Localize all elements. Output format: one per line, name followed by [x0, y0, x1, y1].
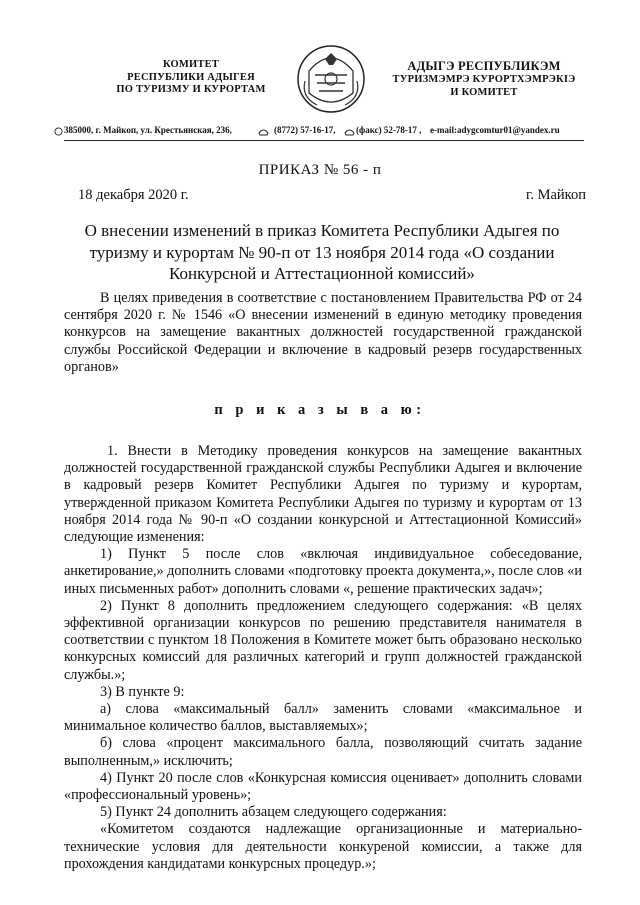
order-title: ПРИКАЗ № 56 - п: [258, 162, 382, 178]
body-paragraph-7: 4) Пункт 20 после слов «Конкурсная комиссия оценивает» дополнить словами «профессиональный уровень»;: [64, 769, 582, 804]
contacts-address: 385000, г. Майкоп, ул. Крестьянская, 236,: [64, 125, 232, 135]
header-right-line-1: ТУРИЗМЭМРЭ КУРОРТХЭМРЭКIЭ: [392, 74, 576, 85]
body-paragraph-4: 3) В пункте 9:: [100, 683, 185, 700]
body-paragraph-6: б) слова «процент максимального балла, позволяющий считать задание выполненным,» исключить;: [64, 735, 582, 769]
header-left-line-2: РЕСПУБЛИКИ АДЫГЕЯ: [127, 71, 255, 83]
preamble-block: [64, 290, 582, 376]
contacts-phone: (8772) 57-16-17,: [274, 125, 336, 135]
header-left-line-1: КОМИТЕТ: [162, 59, 219, 70]
preamble-paragraph: В целях приведения в соответствие с постановлением Правительства РФ от 24 сентября 2020 г. № 1546 «О внесении изменений в единую методику проведения конкурсов на замещение вакантных должностей государственной гражданской службы Российской Федерации и включение в кадровый резерв государственных органов»: [64, 290, 582, 375]
order-subject: О внесении изменений в приказ Комитета Республики Адыгея по туризму и курортам № 90-п от 13 ноября 2014 года «О создании Конкурсной и Аттестационной комиссий»: [84, 221, 560, 283]
body-paragraph-5: а) слова «максимальный балл» заменить словами «максимальное и минимальное количество баллов, выставляемых»;: [64, 701, 582, 735]
coat-of-arms-icon: [295, 41, 367, 115]
header-right-title: АДЫГЭ РЕСПУБЛИКЭМ: [407, 59, 561, 73]
contacts-email: e-mail:adygcomtur01@yandex.ru: [430, 125, 560, 135]
body-paragraph-9: «Комитетом создаются надлежащие организационные и материально-технические условия для деятельности конкуреной комиссии, а также для прохождения кандидатами конкурсных процедур.»;: [64, 821, 582, 872]
header-right-block: [392, 58, 576, 99]
order-date: 18 декабря 2020 г.: [78, 187, 189, 203]
contacts-fax: (факс) 52-78-17 ,: [356, 125, 422, 135]
order-city: г. Майкоп: [526, 187, 586, 203]
body-block: [64, 443, 582, 873]
body-paragraph-2: 1) Пункт 5 после слов «включая индивидуальное собеседование, анкетирование,» дополнить словами «подготовку проекта документа,», после слов «и иных письменных работ» дополнить словами «, решение практических задач»;: [64, 546, 582, 597]
header-left-block: [108, 59, 274, 97]
body-paragraph-3: 2) Пункт 8 дополнить предложением следующего содержания: «В целях эффективной организации конкурсов по решению представителя нанимателя в соответствии с пунктом 18 Положения в Комитете может быть образовано несколько конкурсных комиссий для различных категорий и групп должностей гражданской службы.»;: [64, 597, 582, 683]
mail-icon: [54, 127, 63, 136]
phone-icon: [258, 127, 269, 136]
body-paragraph-8: 5) Пункт 24 дополнить абзацем следующего содержания:: [100, 804, 447, 821]
decree-word: п р и к а з ы в а ю:: [214, 402, 426, 418]
body-paragraph-1: 1. Внести в Методику проведения конкурсов на замещение вакантных должностей государственной гражданской службы Республики Адыгея и включение в кадровый резерв Комитет Республики Адыгея по туризму и курортам, утвержденной приказом Комитета Республики Адыгея по туризму и курортам от 13 ноября 2014 года № 90-п «О создании конкурсной и Аттестационной Комиссий» следующие изменения:: [64, 443, 582, 546]
header-right-line-2: И КОМИТЕТ: [450, 86, 518, 98]
fax-icon: [344, 127, 355, 136]
contacts-line: [64, 125, 584, 141]
header-left-line-3: ПО ТУРИЗМУ И КУРОРТАМ: [116, 84, 266, 95]
header-divider: [64, 140, 584, 141]
